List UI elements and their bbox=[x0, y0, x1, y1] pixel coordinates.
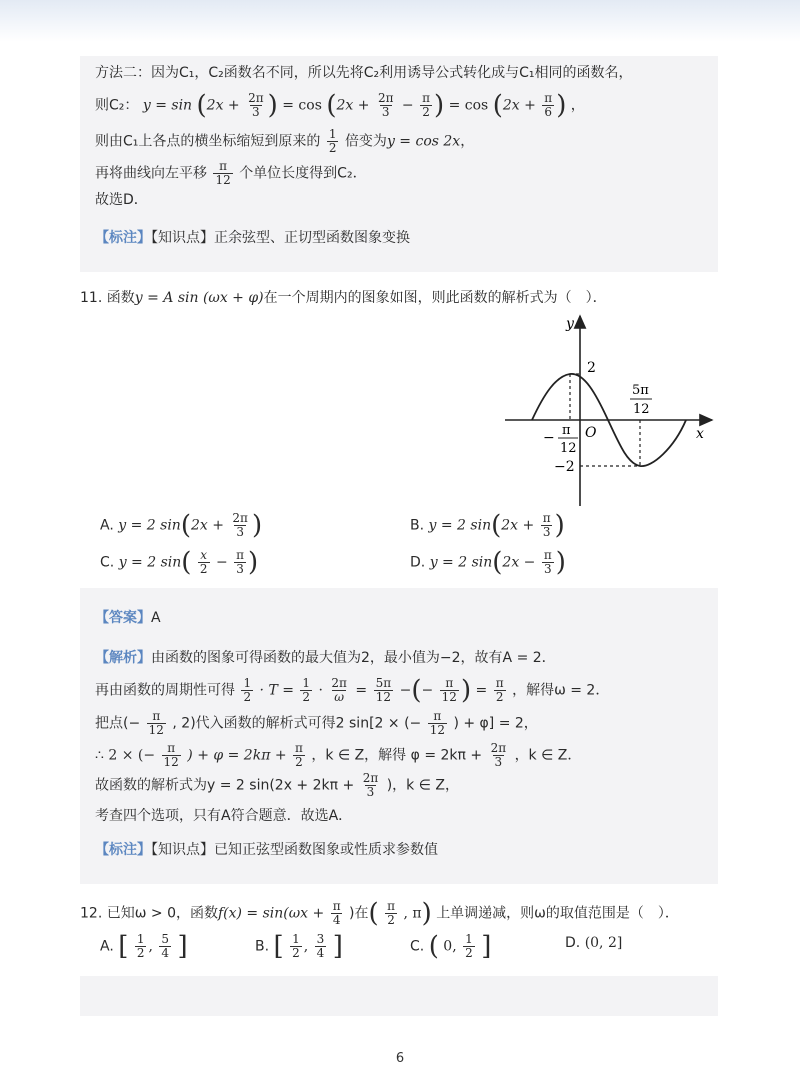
q12-stem: 12. 已知ω > 0，函数f(x) = sin(ωx + $\frac{\pi}{4}$ )在( $\frac{\pi}{2}$ , π) 上单调递减，则ω的取值范围是（ ）． bbox=[80, 898, 679, 929]
analysis-3: 把点(− $\frac{\pi}{12}$ , 2)代入函数的解析式可得2 sin[2 × (− $\frac{\pi}{12}$ ) + φ] = 2， bbox=[95, 709, 538, 737]
y-axis-label: y bbox=[566, 316, 574, 332]
analysis-2: 再由函数的周期性可得 $\frac{1}{2}$ · T = $\frac{1}{2}$ · $\frac{2\pi}{\omega}$ = $\frac{5\pi}{12}$ −(− $\frac{\pi}{12}$ ) = $\frac{\pi}{2}$ ，解得ω = 2． bbox=[95, 675, 610, 706]
analysis-6: 考查四个选项，只有A符合题意．故选A． bbox=[95, 808, 353, 824]
solution-box-q12 bbox=[80, 976, 718, 1016]
shift-step: 再将曲线向左平移 $\frac{\pi}{12}$ 个单位长度得到C₂． bbox=[95, 159, 367, 187]
q11-option-d[interactable]: D. y = 2 sin(2x − $\frac{\pi}{3}$ ) bbox=[410, 547, 566, 578]
q11-option-b[interactable]: B. y = 2 sin(2x + $\frac{\pi}{3}$ ) bbox=[410, 510, 565, 541]
q11-option-a[interactable]: A. y = 2 sin(2x + $\frac{2\pi}{3}$ ) bbox=[100, 510, 263, 541]
choose-d: 故选D． bbox=[95, 192, 148, 208]
right-tick-num: 5π bbox=[632, 383, 649, 398]
q11-stem: 11. 函数y = A sin (ωx + φ)在一个周期内的图象如图，则此函数的解析式为（ ）． bbox=[80, 290, 607, 306]
header-band bbox=[0, 0, 800, 42]
left-tick-num: π bbox=[562, 423, 571, 438]
q11-graph bbox=[500, 310, 730, 510]
c2-transform: 则C₂： y = sin (2x + $\frac{2\pi}{3}$ ) = cos (2x + $\frac{2\pi}{3}$ − $\frac{\pi}{2}$ ) = cos (2x + $\frac{\pi}{6}$ ) ， bbox=[95, 90, 585, 121]
min-label: −2 bbox=[554, 459, 575, 475]
q12-option-b[interactable]: B. [ $\frac{1}{2}$ , $\frac{3}{4}$ ] bbox=[255, 931, 343, 962]
answer-line: 【答案】A bbox=[95, 610, 161, 626]
q12-option-a[interactable]: A. [ $\frac{1}{2}$ , $\frac{5}{4}$ ] bbox=[100, 931, 188, 962]
max-label: 2 bbox=[587, 360, 596, 376]
right-tick-den: 12 bbox=[633, 402, 650, 417]
analysis-5: 故函数的解析式为y = 2 sin(2x + 2kπ + $\frac{2\pi}{3}$ )，k ∈ Z， bbox=[95, 771, 459, 799]
q12-option-d[interactable]: D. (0, 2] bbox=[565, 935, 623, 951]
left-tick-sign: − bbox=[543, 430, 555, 446]
q11-option-c[interactable]: C. y = 2 sin( $\frac{x}{2}$ − $\frac{\pi}{3}$ ) bbox=[100, 547, 259, 578]
note-tag: 【标注】 bbox=[95, 230, 151, 246]
left-tick-den: 12 bbox=[560, 441, 577, 456]
note-q10: 【标注】【知识点】正余弦型、正切型函数图象变换 bbox=[95, 230, 410, 246]
shrink-step: 则由C₁上各点的横坐标缩短到原来的 $\frac{1}{2}$ 倍变为y = cos 2x， bbox=[95, 127, 475, 155]
x-axis-label: x bbox=[696, 426, 704, 442]
method2-intro: 方法二：因为C₁，C₂函数名不同，所以先将C₂利用诱导公式转化成与C₁相同的函数名， bbox=[95, 65, 633, 81]
analysis-4: ∴ 2 × (− $\frac{\pi}{12}$ ) + φ = 2kπ + $\frac{\pi}{2}$ ，k ∈ Z，解得 φ = 2kπ + $\frac{2\pi}{3}$ ，k ∈ Z． bbox=[95, 741, 582, 769]
page-number: 6 bbox=[395, 1051, 405, 1066]
q12-option-c[interactable]: C. ( 0, $\frac{1}{2}$ ] bbox=[410, 931, 492, 962]
note-q11: 【标注】【知识点】已知正弦型函数图象或性质求参数值 bbox=[95, 842, 438, 858]
analysis-1: 【解析】由函数的图象可得函数的最大值为2，最小值为−2，故有A = 2． bbox=[95, 650, 556, 666]
origin-label: O bbox=[585, 425, 597, 441]
